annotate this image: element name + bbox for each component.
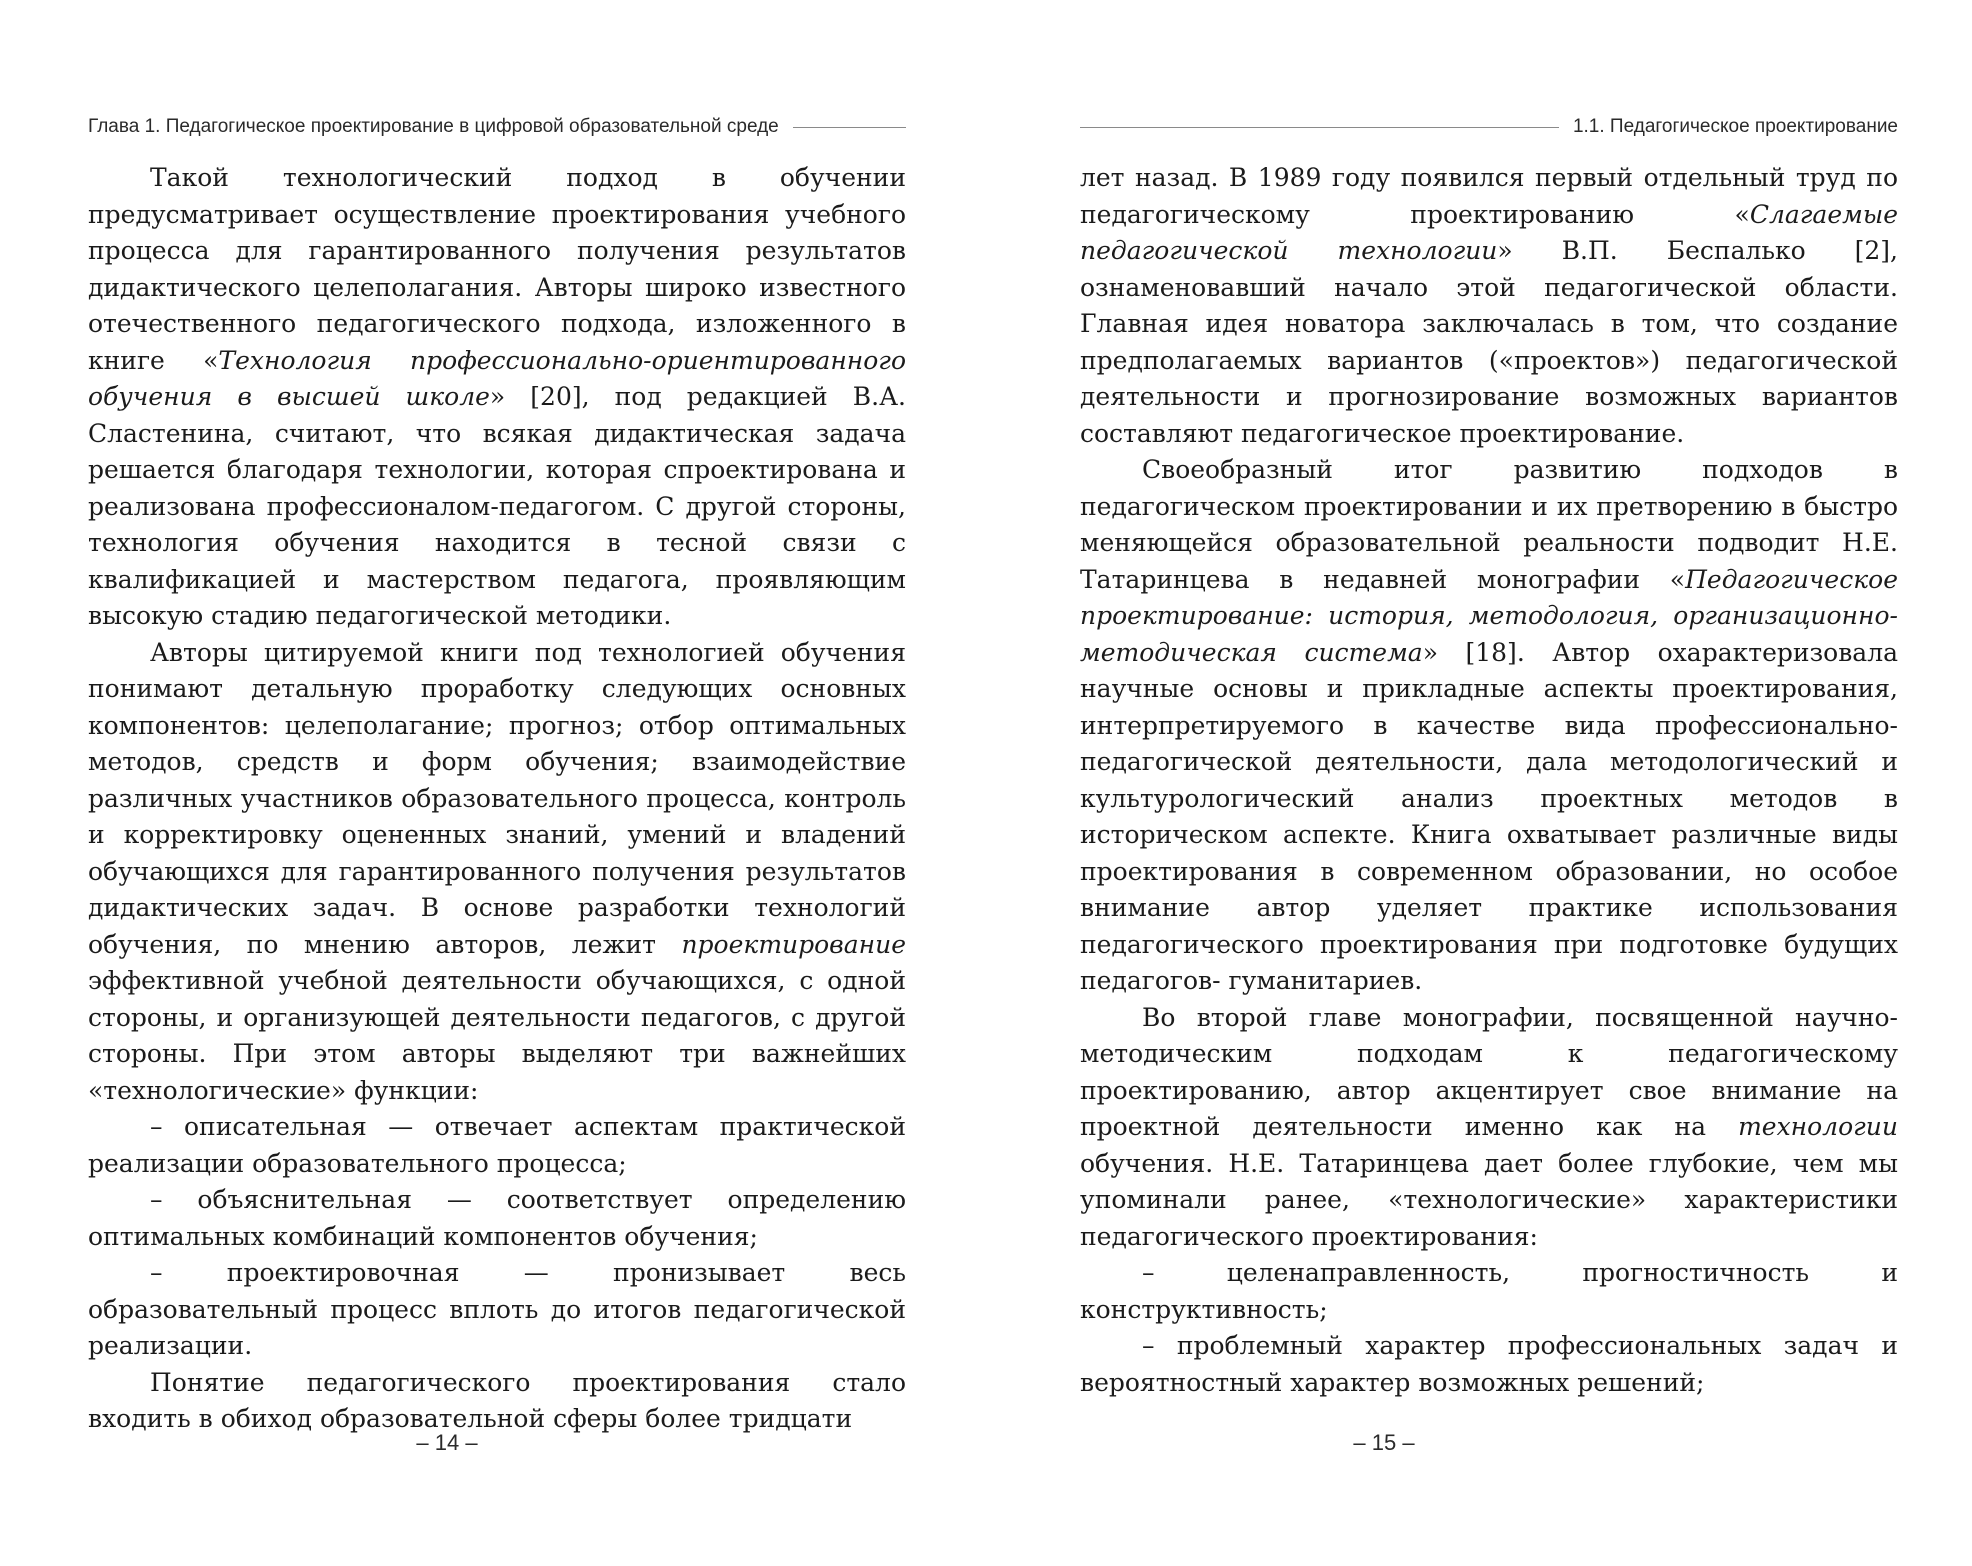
list-item: – описательная — отвечает аспектам практической реализации образовательного процесса; [88, 1112, 906, 1178]
left-running-head-rule [793, 127, 906, 128]
emphasis-italic: технологии [1738, 1112, 1898, 1141]
emphasis-italic: проектирование [681, 929, 906, 959]
paragraph-continuation: лет назад. В 1989 году появился первый отдельный труд по педагогическому проектированию «Слагаемые педагогической технологии» В.П. Беспалько [2], ознаменовавший начало этой педагогической области. Главная идея новатора заключалась в том, что создание предполагаемых вариантов («проектов») педагогической деятельности и прогнозирование возможных вариантов составляют педагогическое проектирование. [1080, 163, 1898, 448]
right-body-text [1080, 160, 1898, 1401]
paragraph: Своеобразный итог развитию подходов в педагогическом проектировании и их претворению в быстро меняющейся образовательной реальности подводит Н.Е. Татаринцева в недавней монографии «Педагогическое проектирование: история, методология, организационно-методическая система» [18]. Автор охарактеризовала научные основы и прикладные аспекты проектирования, интерпретируемого в качестве вида профессионально-педагогической деятельности, дала методологический и культурологический анализ проектных методов в историческом аспекте. Книга охватывает различные виды проектирования в современном образовании, но особое внимание автор уделяет практике использования педагогического проектирования при подготовке будущих педагогов- гуманитариев. [1080, 455, 1898, 995]
left-running-head-text: Глава 1. Педагогическое проектирование в цифровой образовательной среде [88, 116, 779, 137]
list-item: – проектировочная — пронизывает весь образовательный процесс вплоть до итогов педагогической реализации. [88, 1258, 906, 1360]
paragraph: Авторы цитируемой книги под технологией обучения понимают детальную проработку следующих основных компонентов: целеполагание; прогноз; отбор оптимальных методов, средств и форм обучения; взаимодействие различных участников образовательного процесса, контроль и корректировку оцененных знаний, умений и владений обучающихся для гарантированного получения результатов дидактических задач. В основе разработки технологий обучения, по мнению авторов, лежит проектирование эффективной учебной деятельности обучающихся, с одной стороны, и организующей деятельности педагогов, с другой стороны. При этом авторы выделяют три важнейших «технологические» функции: [88, 637, 906, 1105]
paragraph: Понятие педагогического проектирования стало входить в обиход образовательной сферы более тридцати [88, 1367, 906, 1433]
page-number-right: – 15 – [1353, 1430, 1415, 1455]
paragraph: Такой технологический подход в обучении предусматривает осуществление проектирования учебного процесса для гарантированного получения результатов дидактического целеполагания. Авторы широко известного отечественного педагогического подхода, изложенного в книге «Технология профессионально-ориентированного обучения в высшей школе» [20], под редакцией В.А. Сластенина, считают, что всякая дидактическая задача решается благодаря технологии, которая спроектирована и реализована профессионалом-педагогом. С другой стороны, технология обучения находится в тесной связи с квалификацией и мастерством педагога, проявляющим высокую стадию педагогической методики. [88, 163, 906, 630]
left-page [88, 0, 906, 1566]
right-running-head [1080, 112, 1898, 142]
paragraph: Во второй главе монографии, посвященной научно-методическим подходам к педагогическому проектированию, автор акцентирует свое внимание на проектной деятельности именно как на технологии обучения. Н.Е. Татаринцева дает более глубокие, чем мы упоминали ранее, «технологические» характеристики педагогического проектирования: [1080, 1002, 1898, 1251]
left-body-text [88, 160, 906, 1438]
right-running-head-rule [1080, 127, 1559, 128]
book-title-italic: Технология профессионально-ориентированного обучения в высшей школе [88, 345, 906, 411]
right-page [1080, 0, 1898, 1566]
list-item: – объяснительная — соответствует определению оптимальных комбинаций компонентов обучения; [88, 1185, 906, 1251]
left-running-head [88, 112, 906, 142]
list-item: – проблемный характер профессиональных задач и вероятностный характер возможных решений; [1080, 1331, 1898, 1397]
right-running-head-text: 1.1. Педагогическое проектирование [1572, 116, 1898, 137]
book-title-italic: Слагаемые педагогической технологии [1080, 199, 1898, 265]
book-title-italic: Педагогическое проектирование: история, методология, организационно-методическая система [1080, 564, 1898, 667]
page-number-left: – 14 – [416, 1430, 478, 1455]
list-item: – целенаправленность, прогностичность и конструктивность; [1080, 1258, 1898, 1324]
